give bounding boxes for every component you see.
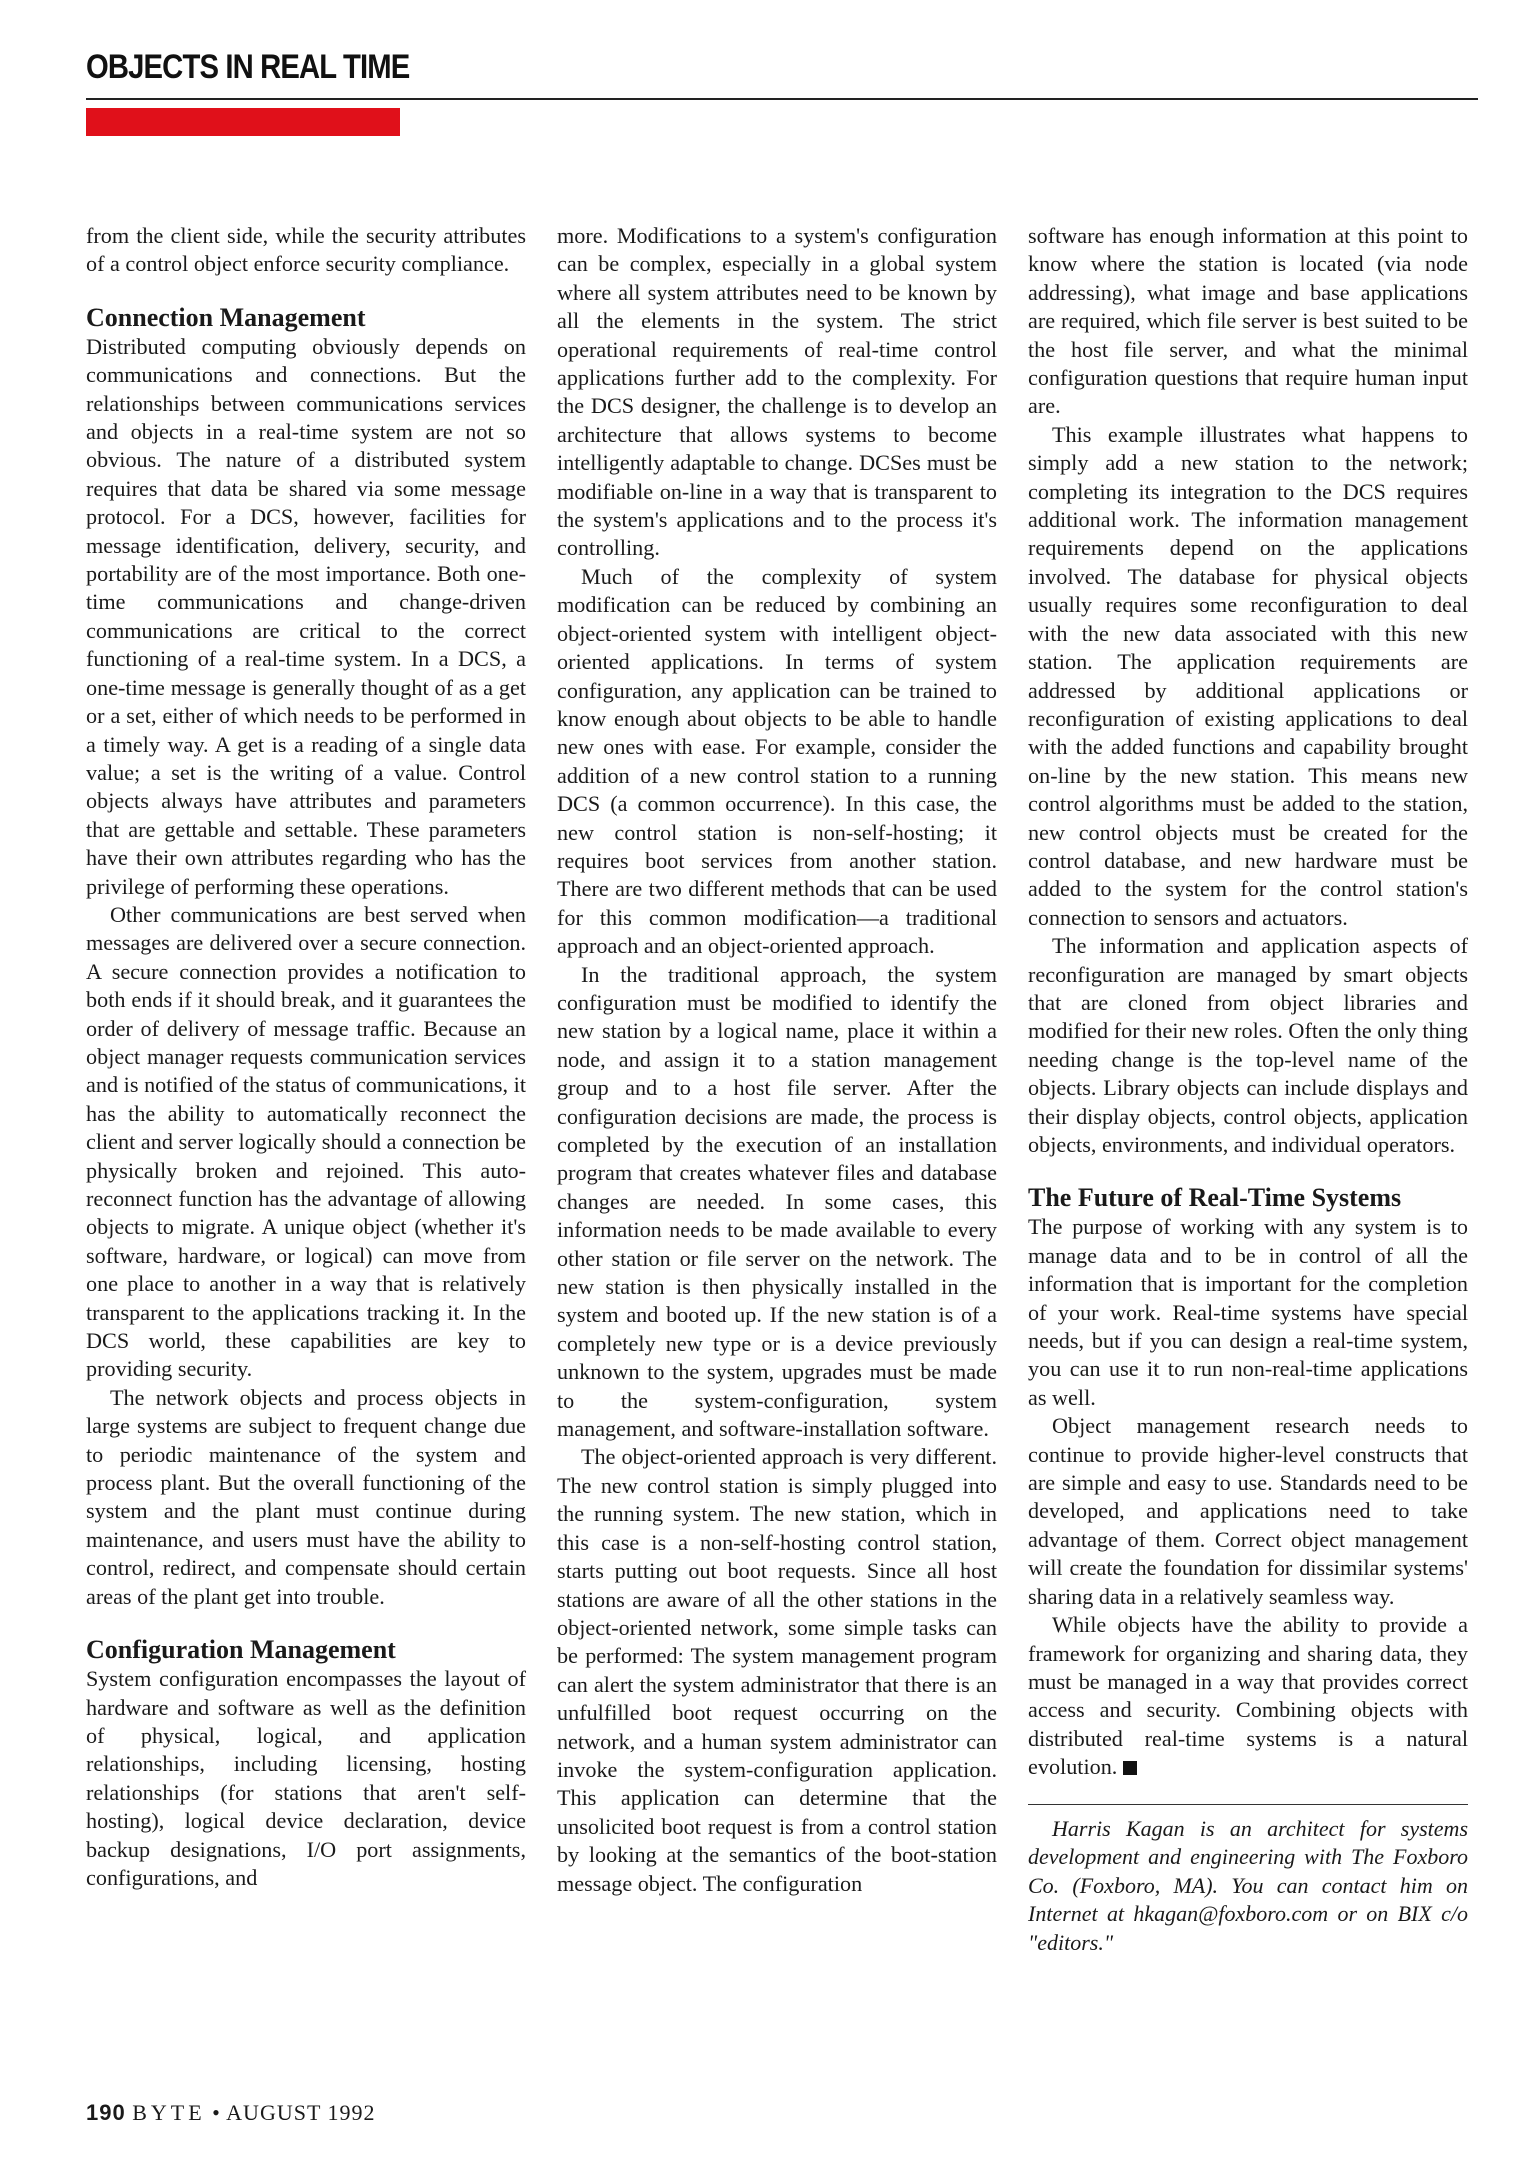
paragraph: In the traditional approach, the system configuration must be modified to identify the new station by a logical name, place it within a node, and assign it to a station management group and to a host file server. After the configuration decisions are made, the process is completed by the execution of an installation program that creates whatever files and database changes are needed. In some cases, this information needs to be made available to every other station or file server on the network. The new station is then physically installed in the system and booted up. If the new station is of a completely new type or is a device previously unknown to the system, upgrades must be made to the system-configuration, system management, and software-installation software. [557, 961, 997, 1442]
column-2 [557, 222, 997, 1898]
paragraph: software has enough information at this point to know where the station is located (via node addressing), what image and base applications are required, which file server is best suited to be the host file server, and what the minimal configuration questions that require human input are. [1028, 223, 1468, 419]
page-number: 190 [86, 2100, 126, 2125]
column-3 [1028, 222, 1468, 1957]
header-rule [86, 98, 1478, 100]
paragraph: The network objects and process objects in large systems are subject to frequent change due to periodic maintenance of the system and process plant. But the overall functioning of the system and the plant must continue during maintenance, and users must have the ability to control, redirect, and compensate should certain areas of the plant get into trouble. [86, 1384, 526, 1609]
paragraph: more. Modifications to a system's configuration can be complex, especially in a global system where all system attributes need to be known by all the elements in the system. The strict operational requirements of real-time control applications further add to the complexity. For the DCS designer, the challenge is to develop an architecture that allows systems to become intelligently adaptable to change. DCSes must be modifiable on-line in a way that is transparent to the system's applications and to the process it's controlling. [557, 223, 997, 561]
page-footer [86, 2100, 376, 2126]
issue-date: AUGUST 1992 [226, 2100, 376, 2125]
subhead-connection-management: Connection Management [86, 302, 366, 332]
paragraph: Object management research needs to continue to provide higher-level constructs that are simple and easy to use. Standards need to be developed, and applications need to take advantage of them. Correct object management will create the foundation for dissimilar systems' sharing data in a relatively seamless way. [1028, 1413, 1468, 1609]
paragraph-final [1028, 1611, 1468, 1781]
author-bio-box [1028, 1804, 1468, 1958]
magazine-name: BYTE [132, 2100, 206, 2125]
paragraph: Much of the complexity of system modification can be reduced by combining an object-oriented system with intelligent object-oriented applications. In terms of system configuration, any application can be trained to know enough about objects to be able to handle new ones with ease. For example, consider the addition of a new control station to a running DCS (a common occurrence). In this case, the new control station is non-self-hosting; it requires boot services from another station. There are two different methods that can be used for this common modification—a traditional approach and an object-oriented approach. [557, 563, 997, 959]
footer-separator: • [212, 2100, 221, 2125]
header-accent-bar [86, 108, 400, 136]
paragraph: Distributed computing obviously depends on communications and connections. But the relationships between communications services and objects in a real-time system are not so obvious. The nature of a distributed system requires that data be shared via some message protocol. For a DCS, however, facilities for message identification, delivery, security, and portability are of the most importance. Both one-time communications and change-driven communications are critical to the correct functioning of a real-time system. In a DCS, a one-time message is generally thought of as a get or a set, either of which needs to be performed in a timely way. A get is a reading of a single data value; a set is the writing of a value. Control objects always have attributes and parameters that are gettable and settable. These parameters have their own attributes regarding who has the privilege of performing these operations. [86, 333, 526, 899]
page-header [86, 50, 1478, 84]
column-1 [86, 222, 526, 1892]
paragraph: Other communications are best served when messages are delivered over a secure connection. A secure connection provides a notification to both ends if it should break, and it guarantees the order of delivery of message traffic. Because an object manager requests communication services and is notified of the status of communications, it has the ability to automatically reconnect the client and server logically should a connection be physically broken and rejoined. This auto-reconnect function has the advantage of allowing objects to migrate. A unique object (whether it's software, hardware, or logical) can move from one place to another in a way that is relatively transparent to the applications tracking it. In the DCS world, these capabilities are key to providing security. [86, 901, 526, 1382]
paragraph: System configuration encompasses the layout of hardware and software as well as the definition of physical, logical, and application relationships, including licensing, hosting relationships (for stations that aren't self-hosting), logical device declaration, device backup designations, I/O port assignments, configurations, and [86, 1666, 526, 1890]
author-bio: Harris Kagan is an architect for systems development and engineering with The Foxboro Co. (Foxboro, MA). You can contact him on Internet at hkagan@foxboro.com or on BIX c/o "editors." [1028, 1815, 1468, 1955]
paragraph: The object-oriented approach is very different. The new control station is simply plugged into the running system. The new station, which in this case is a non-self-hosting control station, starts putting out boot requests. Since all host stations are aware of all the other stations in the object-oriented network, some simple tasks can be performed: The system management program can alert the system administrator that there is an unfulfilled boot request occurring on the network, and a human system administrator can invoke the system-configuration application. This application can determine that the unsolicited boot request is from a control station by looking at the semantics of the boot-station message object. The configuration [557, 1444, 997, 1896]
paragraph: The information and application aspects of reconfiguration are managed by smart objects that are cloned from object libraries and modified for their new roles. Often the only thing needing change is the top-level name of the objects. Library objects can include displays and their display objects, control objects, application objects, environments, and individual operators. [1028, 933, 1468, 1157]
section-title: OBJECTS IN REAL TIME [86, 48, 410, 86]
paragraph: This example illustrates what happens to simply add a new station to the network; completing its integration to the DCS requires additional work. The information management requirements depend on the applications involved. The database for physical objects usually requires some reconfiguration to deal with the new data associated with this new station. The application requirements are addressed by additional applications or reconfiguration of existing applications to deal with the added functions and capability brought on-line by the new station. This means new control algorithms must be added to the station, new control objects must be created for the control database, and new hardware must be added to the system for the control station's connection to sensors and actuators. [1028, 421, 1468, 930]
paragraph: from the client side, while the security attributes of a control object enforce security compliance. [86, 223, 526, 277]
paragraph-text: While objects have the ability to provide a framework for organizing and sharing data, they must be managed in a way that provides correct access and security. Combining objects with distributed real-time systems is a natural evolution. [1028, 1612, 1468, 1780]
paragraph: The purpose of working with any system is to manage data and to be in control of all the information that is important for the completion of your work. Real-time systems have special needs, but if you can design a real-time system, you can use it to run non-real-time applications as well. [1028, 1214, 1468, 1410]
end-of-article-mark [1123, 1761, 1137, 1775]
subhead-configuration-management: Configuration Management [86, 1635, 396, 1665]
subhead-future-real-time-systems: The Future of Real-Time Systems [1028, 1183, 1402, 1213]
